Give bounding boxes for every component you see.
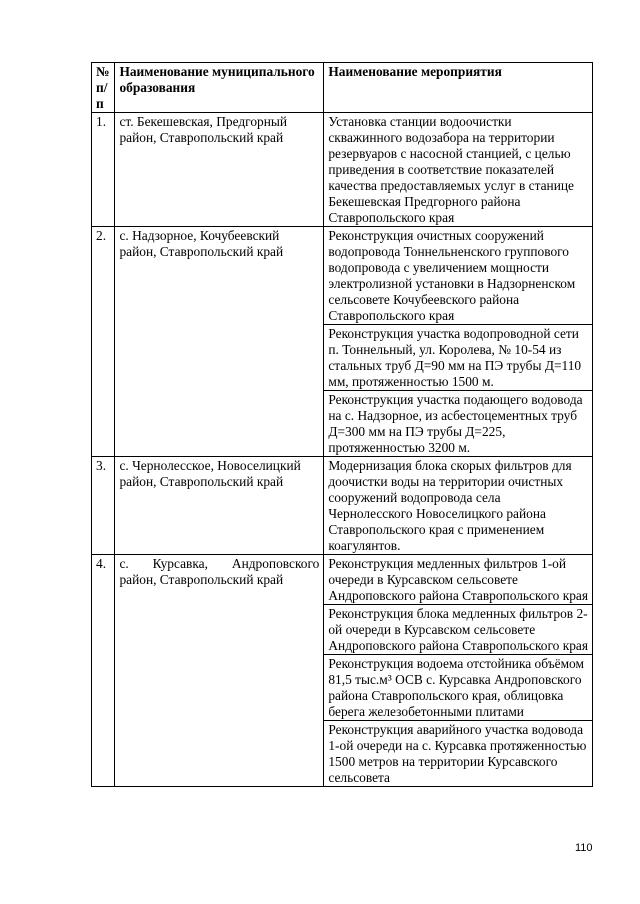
row-event: Реконструкция аварийного участка водовода 1-ой очереди на с. Курсавка протяженностью 1500 метров на территории Курсавского сельсовета xyxy=(324,721,593,787)
table-header-row xyxy=(92,63,593,113)
measures-table xyxy=(91,62,593,787)
row-num: 3. xyxy=(92,457,115,555)
table-row xyxy=(92,457,593,555)
row-municipality: ст. Бекешевская, Предгорный район, Ставропольский край xyxy=(115,113,324,227)
row-event: Реконструкция участка подающего водовода на с. Надзорное, из асбестоцементных труб Д=300 мм на ПЭ трубы Д=225, протяженностью 3200 м. xyxy=(324,391,593,457)
row-event: Реконструкция участка водопроводной сети п. Тоннельный, ул. Королева, № 10-54 из стальных труб Д=90 мм на ПЭ трубы Д=110 мм, протяженностью 1500 м. xyxy=(324,325,593,391)
row-num: 4. xyxy=(92,555,115,787)
page-number: 110 xyxy=(575,842,593,854)
header-event: Наименование мероприятия xyxy=(324,63,593,113)
row-municipality xyxy=(115,555,324,787)
row-num: 2. xyxy=(92,227,115,457)
row-event: Реконструкция медленных фильтров 1-ой очереди в Курсавском сельсовете Андроповского района Ставропольского края xyxy=(324,555,593,605)
table-row xyxy=(92,227,593,325)
row-municipality-line1: с. Курсавка, Андроповского xyxy=(119,556,320,571)
table-row xyxy=(92,555,593,605)
row-municipality: с. Чернолесское, Новоселицкий район, Ставропольский край xyxy=(115,457,324,555)
row-event: Модернизация блока скорых фильтров для доочистки воды на территории очистных сооружений водопровода села Чернолесского Новоселицкого района Ставропольского края с применением коагулянтов. xyxy=(324,457,593,555)
row-event: Установка станции водоочистки скважинного водозабора на территории резервуаров с насосной станцией, с целью приведения в соответствие показателей качества предоставляемых услуг в станице Бекешевская Предгорного района Ставропольского края xyxy=(324,113,593,227)
header-municipality: Наименование муниципального образования xyxy=(115,63,324,113)
table-row xyxy=(92,113,593,227)
row-event: Реконструкция водоема отстойника объёмом 81,5 тыс.м³ ОСВ с. Курсавка Андроповского района Ставропольского края, облицовка берега железобетонными плитами xyxy=(324,655,593,721)
row-event: Реконструкция очистных сооружений водопровода Тоннельненского группового водопровода с увеличением мощности электролизной установки в Надзорненском сельсовете Кочубеевского района Ставропольского края xyxy=(324,227,593,325)
row-municipality: с. Надзорное, Кочубеевский район, Ставропольский край xyxy=(115,227,324,457)
row-num: 1. xyxy=(92,113,115,227)
row-municipality-line2: район, Ставропольский край xyxy=(119,572,284,587)
row-event: Реконструкция блока медленных фильтров 2-ой очереди в Курсавском сельсовете Андроповского района Ставропольского края xyxy=(324,605,593,655)
header-num: № п/п xyxy=(92,63,115,113)
